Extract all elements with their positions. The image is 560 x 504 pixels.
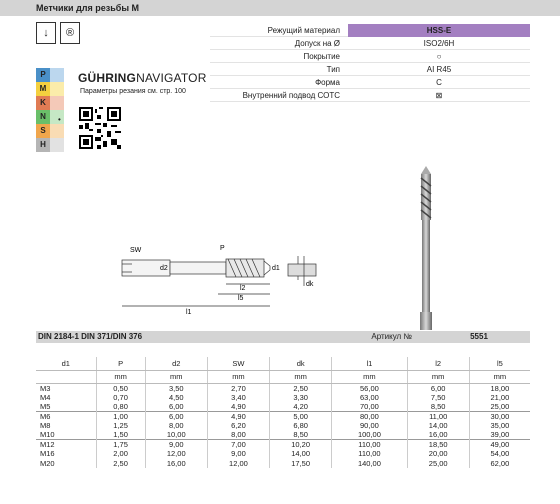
table-cell: 4,90: [207, 402, 269, 412]
table-cell: M4: [36, 393, 96, 402]
table-row: [36, 449, 530, 458]
property-value: AI R45: [426, 64, 452, 74]
table-cell: 8,00: [145, 421, 207, 430]
column-header: d2: [145, 357, 207, 370]
unit-cell: mm: [96, 370, 145, 383]
property-label: Внутренний подвод СОТС: [242, 90, 340, 100]
unit-cell: mm: [270, 370, 332, 383]
property-value: HSS-E: [348, 24, 530, 37]
table-cell: 140,00: [332, 458, 407, 467]
table-cell: M20: [36, 458, 96, 467]
table-cell: 18,50: [407, 440, 469, 450]
property-row: [210, 37, 530, 50]
table-cell: 6,00: [407, 383, 469, 393]
thread-icon: ↓: [36, 22, 56, 44]
l2-label: l2: [240, 285, 246, 292]
material-strip-cell: [50, 68, 64, 82]
property-row: [210, 50, 530, 63]
table-cell: 3,30: [270, 393, 332, 402]
property-label: Форма: [315, 77, 340, 87]
table-cell: 10,00: [145, 430, 207, 440]
table-cell: 3,40: [207, 393, 269, 402]
table-cell: 110,00: [332, 440, 407, 450]
table-cell: 7,50: [407, 393, 469, 402]
table-cell: 35,00: [490, 420, 510, 430]
table-cell: 16,00: [407, 430, 469, 440]
column-header: SW: [207, 357, 269, 370]
table-cell: 9,00: [145, 440, 207, 450]
property-value: ⊠: [435, 90, 443, 100]
material-letter: S: [36, 124, 50, 138]
table-cell: 0,70: [96, 393, 145, 402]
table-cell: 7,00: [207, 440, 269, 450]
tap-tool-image: [408, 164, 444, 332]
table-cell: 16,00: [145, 458, 207, 467]
p-label: P: [220, 245, 225, 252]
table-cell: 6,80: [270, 421, 332, 430]
dimensions-table: [36, 357, 530, 468]
table-cell: 12,00: [145, 449, 207, 458]
table-cell: M5: [36, 402, 96, 412]
column-header: dk: [270, 357, 332, 370]
sw-label: SW: [130, 247, 142, 254]
table-cell: 100,00: [332, 430, 407, 440]
din-norms: DIN 2184-1 DIN 371/DIN 376: [38, 332, 143, 341]
table-cell: 54,00: [490, 449, 510, 459]
material-letter: K: [36, 96, 50, 110]
material-strip-cell: [50, 96, 64, 110]
table-cell: 1,00: [96, 411, 145, 421]
table-cell: 2,50: [270, 383, 332, 393]
unit-cell: mm: [332, 370, 407, 383]
table-cell: 14,00: [407, 421, 469, 430]
table-cell: 25,00: [407, 458, 469, 467]
table-cell: 80,00: [332, 411, 407, 421]
units-row: [36, 370, 530, 383]
table-cell: 5,00: [270, 411, 332, 421]
unit-cell: mm: [407, 370, 469, 383]
header-icons: [36, 22, 80, 44]
guhring-navigator-logo: GÜHRINGNAVIGATOR: [78, 71, 207, 85]
table-cell: 4,90: [207, 411, 269, 421]
r-in-circle-icon: ®: [60, 22, 80, 44]
table-cell: 17,50: [270, 458, 332, 467]
tap-dimension-drawing: [108, 236, 336, 326]
column-header: l5: [469, 357, 530, 370]
property-row: [210, 63, 530, 76]
l1-label: l1: [186, 309, 192, 316]
table-cell: 30,00: [469, 411, 530, 421]
qr-code-icon[interactable]: [79, 107, 121, 149]
table-cell: 56,00: [332, 383, 407, 393]
table-cell: M12: [36, 440, 96, 450]
article-number: 5551: [470, 332, 488, 341]
table-cell: M16: [36, 449, 96, 458]
table-cell: 9,00: [207, 449, 269, 458]
table-cell: 14,00: [270, 449, 332, 458]
table-row: [36, 411, 530, 421]
table-cell: 25,00: [490, 401, 510, 411]
table-row: [36, 383, 530, 393]
article-label: Артикул №: [371, 332, 412, 341]
table-cell: 62,00: [490, 458, 510, 468]
table-cell: 8,50: [407, 402, 469, 412]
table-row: [36, 393, 530, 402]
table-cell: 6,00: [145, 411, 207, 421]
table-cell: 70,00: [332, 402, 407, 412]
material-letter: N: [36, 110, 50, 124]
table-row: [36, 430, 530, 440]
properties-table: [210, 24, 530, 102]
d1-label: d1: [272, 265, 280, 272]
material-strip-cell: [50, 138, 64, 152]
material-strip-cell: [50, 82, 64, 96]
table-cell: 1,75: [96, 440, 145, 450]
unit-cell: [36, 370, 96, 383]
table-row: [36, 458, 530, 467]
dk-label: dk: [306, 281, 314, 288]
property-value: C: [436, 77, 442, 87]
unit-cell: mm: [145, 370, 207, 383]
column-header: l2: [407, 357, 469, 370]
table-cell: 21,00: [490, 392, 510, 402]
table-cell: 0,80: [96, 402, 145, 412]
table-cell: 8,50: [270, 430, 332, 440]
table-cell: 12,00: [207, 458, 269, 467]
table-cell: 1,50: [96, 430, 145, 440]
table-cell: M6: [36, 411, 96, 421]
table-cell: 6,20: [207, 421, 269, 430]
property-label: Тип: [326, 64, 340, 74]
table-cell: 110,00: [332, 449, 407, 458]
property-row: [210, 76, 530, 89]
material-letters: [36, 68, 50, 152]
table-cell: 4,50: [145, 393, 207, 402]
cutting-params-reference: Параметры резания см. стр. 100: [80, 88, 186, 95]
table-cell: 39,00: [490, 430, 510, 440]
table-cell: 6,00: [145, 402, 207, 412]
table-cell: 1,25: [96, 421, 145, 430]
property-label: Покрытие: [303, 51, 340, 61]
table-cell: 2,50: [96, 458, 145, 467]
table-cell: M8: [36, 421, 96, 430]
material-suitability-dot: •: [58, 115, 61, 124]
table-cell: M3: [36, 383, 96, 393]
material-strip-cell: [50, 124, 64, 138]
table-cell: 49,00: [469, 440, 530, 450]
table-cell: 10,20: [270, 440, 332, 450]
material-strip-cell: [50, 110, 64, 124]
table-row: [36, 440, 530, 450]
table-row: [36, 402, 530, 412]
d2-label: d2: [160, 265, 168, 272]
property-label: Допуск на Ø: [294, 38, 340, 48]
table-row: [36, 421, 530, 430]
table-cell: 11,00: [407, 411, 469, 421]
property-row: [210, 89, 530, 102]
material-strip: [50, 68, 64, 152]
table-cell: 4,20: [270, 402, 332, 412]
table-cell: 8,00: [207, 430, 269, 440]
property-row: [210, 24, 530, 37]
property-value: ISO2/6H: [423, 38, 455, 48]
table-cell: M10: [36, 430, 96, 440]
unit-cell: mm: [469, 370, 530, 383]
column-header: P: [96, 357, 145, 370]
table-cell: 20,00: [407, 449, 469, 458]
table-cell: 90,00: [332, 421, 407, 430]
page-title: Метчики для резьбы М: [0, 0, 560, 16]
column-header: d1: [36, 357, 96, 370]
norms-bar: [36, 331, 530, 343]
material-letter: P: [36, 68, 50, 82]
property-label: Режущий материал: [267, 25, 340, 35]
material-letter: M: [36, 82, 50, 96]
table-cell: 0,50: [96, 383, 145, 393]
table-cell: 2,70: [207, 383, 269, 393]
column-header: l1: [332, 357, 407, 370]
material-letter: H: [36, 138, 50, 152]
property-value: ○: [436, 51, 442, 61]
l5-label: l5: [238, 295, 244, 302]
table-cell: 3,50: [145, 383, 207, 393]
table-cell: 63,00: [332, 393, 407, 402]
table-cell: 2,00: [96, 449, 145, 458]
unit-cell: mm: [207, 370, 269, 383]
table-cell: 18,00: [490, 383, 510, 393]
